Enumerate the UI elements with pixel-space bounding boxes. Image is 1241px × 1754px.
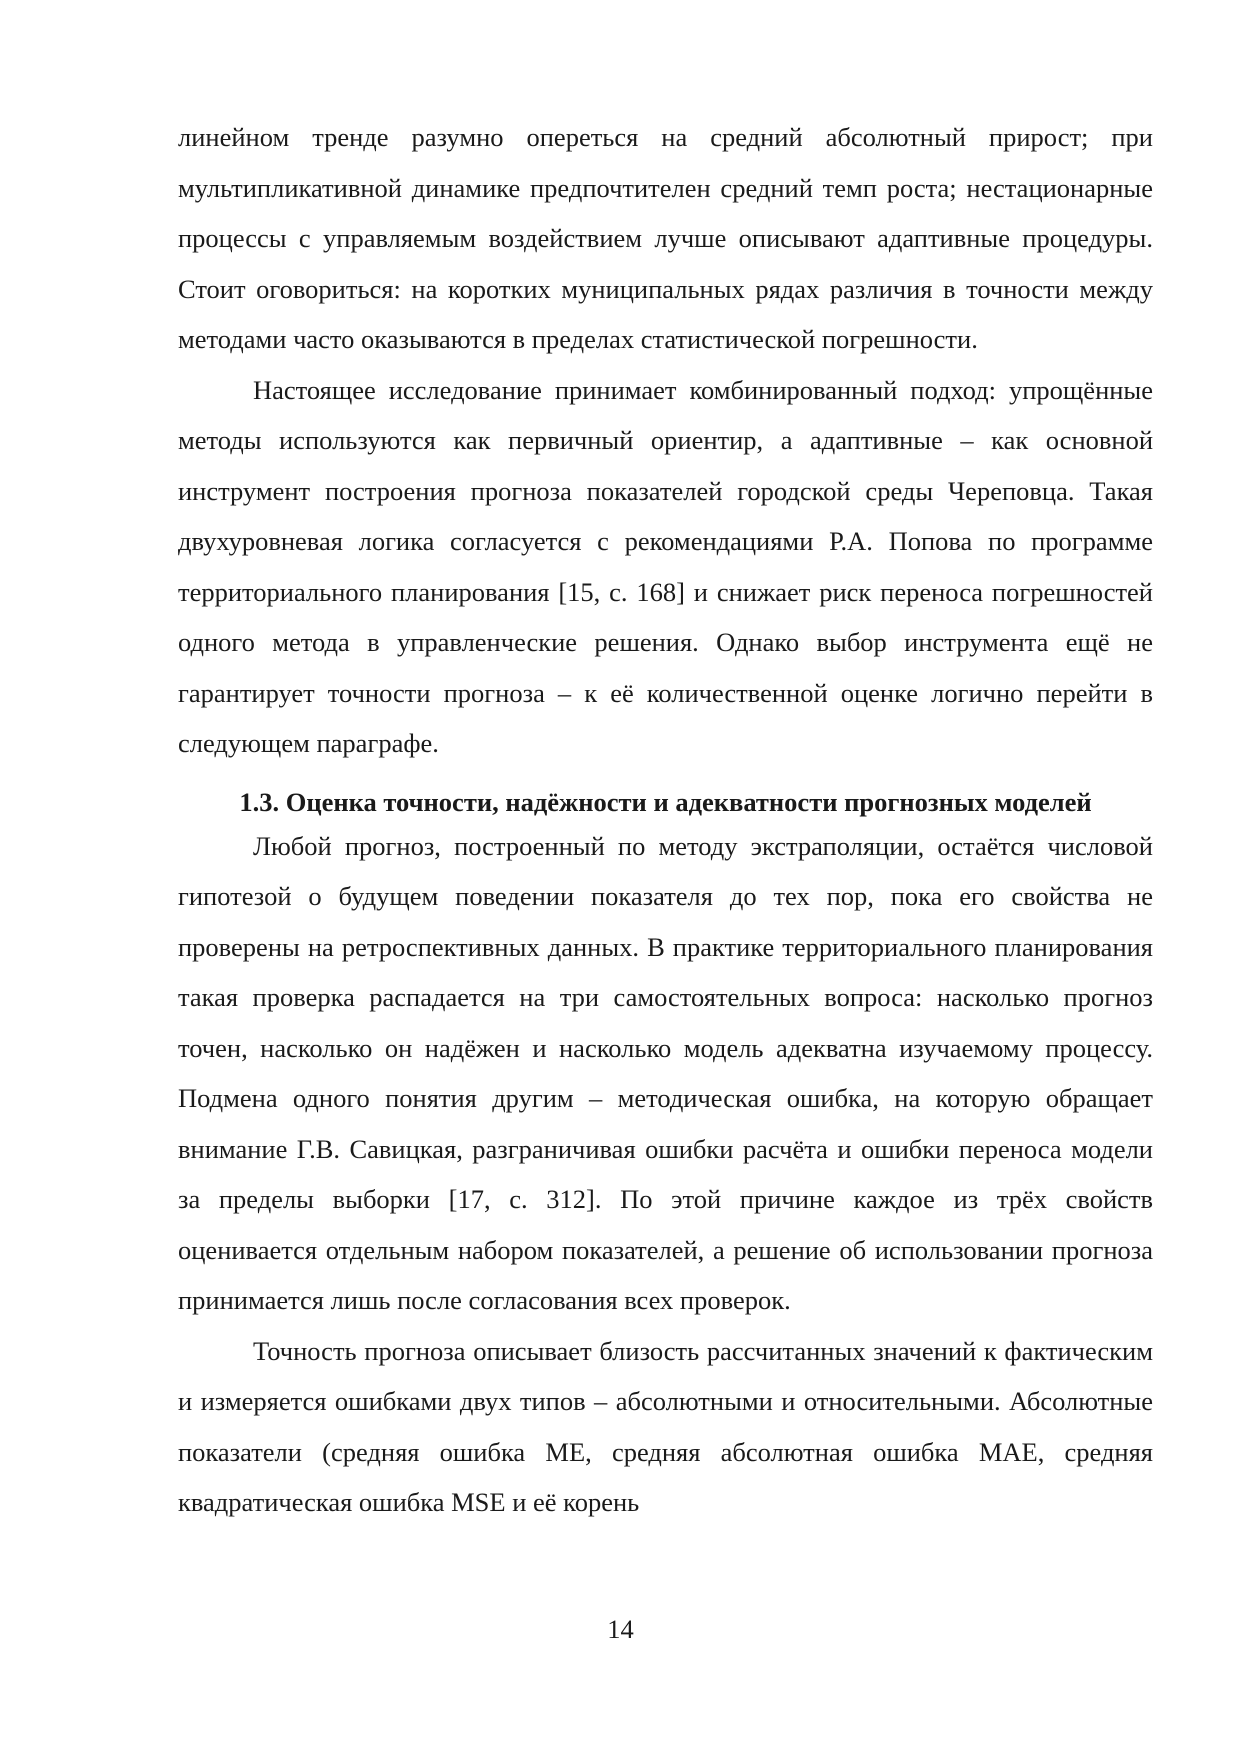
document-body xyxy=(178,112,1153,1528)
paragraph: Настоящее исследование принимает комбинированный подход: упрощённые методы используются как первичный ориентир, а адаптивные – как основной инструмент построения прогноза показателей городской среды Череповца. Такая двухуровневая логика согласуется с рекомендациями Р.А. Попова по программе территориального планирования [15, с. 168] и снижает риск переноса погрешностей одного метода в управленческие решения. Однако выбор инструмента ещё не гарантирует точности прогноза – к её количественной оценке логично перейти в следующем параграфе. xyxy=(178,374,1153,758)
paragraph: линейном тренде разумно опереться на средний абсолютный прирост; при мультипликативной динамике предпочтителен средний темп роста; нестационарные процессы с управляемым воздействием лучше описывают адаптивные процедуры. Стоит оговориться: на коротких муниципальных рядах различия в точности между методами часто оказываются в пределах статистической погрешности. xyxy=(178,122,1153,354)
page-number: 14 xyxy=(607,1614,634,1644)
paragraph: Любой прогноз, построенный по методу экстраполяции, остаётся числовой гипотезой о будущем поведении показателя до тех пор, пока его свойства не проверены на ретроспективных данных. В практике территориального планирования такая проверка распадается на три самостоятельных вопроса: насколько прогноз точен, насколько он надёжен и насколько модель адекватна изучаемому процессу. Подмена одного понятия другим – методическая ошибка, на которую обращает внимание Г.В. Савицкая, разграничивая ошибки расчёта и ошибки переноса модели за пределы выборки [17, с. 312]. По этой причине каждое из трёх свойств оценивается отдельным набором показателей, а решение об использовании прогноза принимается лишь после согласования всех проверок. xyxy=(178,830,1153,1315)
section-heading: 1.3. Оценка точности, надёжности и адекватности прогнозных моделей xyxy=(239,786,1092,817)
paragraph: Точность прогноза описывает близость рассчитанных значений к фактическим и измеряется ошибками двух типов – абсолютными и относительными. Абсолютные показатели (средняя ошибка ME, средняя абсолютная ошибка MAE, средняя квадратическая ошибка MSE и её корень xyxy=(178,1335,1153,1517)
